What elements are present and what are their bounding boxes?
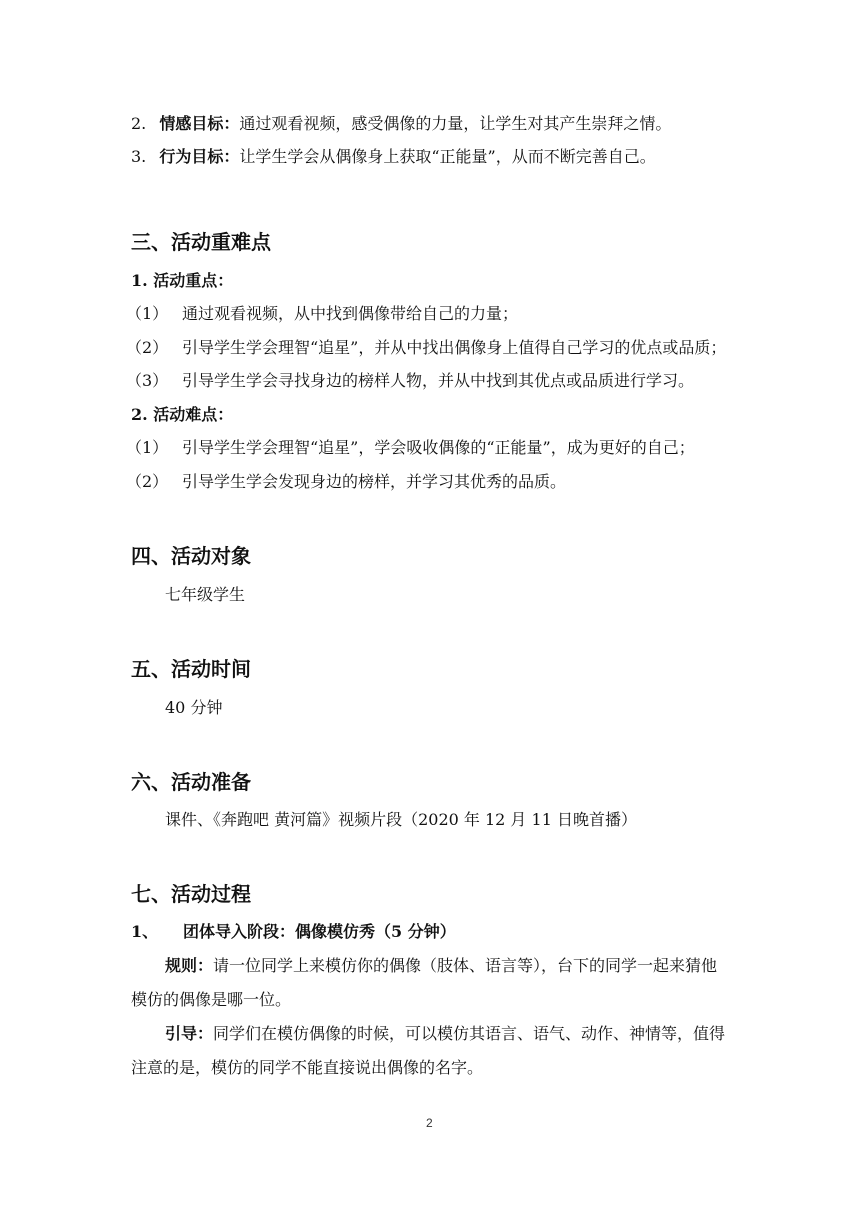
list-item-text: 引导学生学会发现身边的榜样，并学习其优秀的品质。 (182, 472, 567, 491)
list-item-text: 引导学生学会寻找身边的榜样人物，并从中找到其优点或品质进行学习。 (182, 371, 695, 390)
section-heading-time: 五、活动时间 (131, 657, 251, 681)
list-item (126, 472, 566, 492)
list-item-text: 引导学生学会理智“追星”，学会吸收偶像的“正能量”，成为更好的自己； (182, 438, 695, 457)
preparation-text: 课件、《奔跑吧 黄河篇》视频片段（2020 年 12 月 11 日晚首播） (165, 810, 637, 829)
step-number: 1、 (131, 922, 159, 941)
step-title-text: 团体导入阶段：偶像模仿秀（5 分钟） (183, 922, 456, 941)
objective-number: 3. (131, 147, 147, 166)
objective-text: 通过观看视频，感受偶像的力量，让学生对其产生崇拜之情。 (239, 114, 672, 133)
guide-line-1 (165, 1024, 725, 1044)
list-item (126, 371, 694, 391)
section-heading-key-points: 三、活动重难点 (131, 230, 271, 254)
section-heading-audience: 四、活动对象 (131, 544, 251, 568)
rule-line-1 (165, 956, 717, 976)
list-item-number: （2） (126, 472, 169, 491)
objective-3 (131, 147, 656, 167)
page-number: 2 (426, 1116, 433, 1130)
rule-line-2: 模仿的偶像是哪一位。 (131, 990, 292, 1009)
audience-text: 七年级学生 (165, 585, 246, 604)
objective-label: 行为目标： (159, 147, 240, 166)
list-item (126, 438, 695, 458)
rule-label: 规则： (165, 956, 214, 975)
rule-text: 请一位同学上来模仿你的偶像（肢体、语言等），台下的同学一起来猜他 (213, 956, 718, 975)
list-item (126, 304, 518, 324)
list-item (126, 338, 726, 358)
section-heading-process: 七、活动过程 (131, 882, 251, 906)
list-item-number: （1） (126, 438, 169, 457)
list-item-text: 引导学生学会理智“追星”，并从中找出偶像身上值得自己学习的优点或品质； (182, 338, 727, 357)
time-text: 40 分钟 (165, 698, 223, 717)
objective-label: 情感目标： (159, 114, 240, 133)
list-item-number: （3） (126, 371, 169, 390)
guide-line-2: 注意的是，模仿的同学不能直接说出偶像的名字。 (131, 1058, 484, 1077)
difficult-points-title: 2. 活动难点： (131, 405, 234, 424)
guide-label: 引导： (165, 1024, 214, 1043)
objective-text: 让学生学会从偶像身上获取“正能量”，从而不断完善自己。 (239, 147, 656, 166)
list-item-text: 通过观看视频，从中找到偶像带给自己的力量； (182, 304, 519, 323)
objective-number: 2. (131, 114, 147, 133)
guide-text: 同学们在模仿偶像的时候，可以模仿其语言、语气、动作、神情等，值得 (213, 1024, 726, 1043)
objective-2 (131, 114, 671, 134)
key-points-title: 1. 活动重点： (131, 271, 234, 290)
list-item-number: （1） (126, 304, 169, 323)
list-item-number: （2） (126, 338, 169, 357)
section-heading-preparation: 六、活动准备 (131, 770, 251, 794)
step-1-title (131, 922, 456, 942)
